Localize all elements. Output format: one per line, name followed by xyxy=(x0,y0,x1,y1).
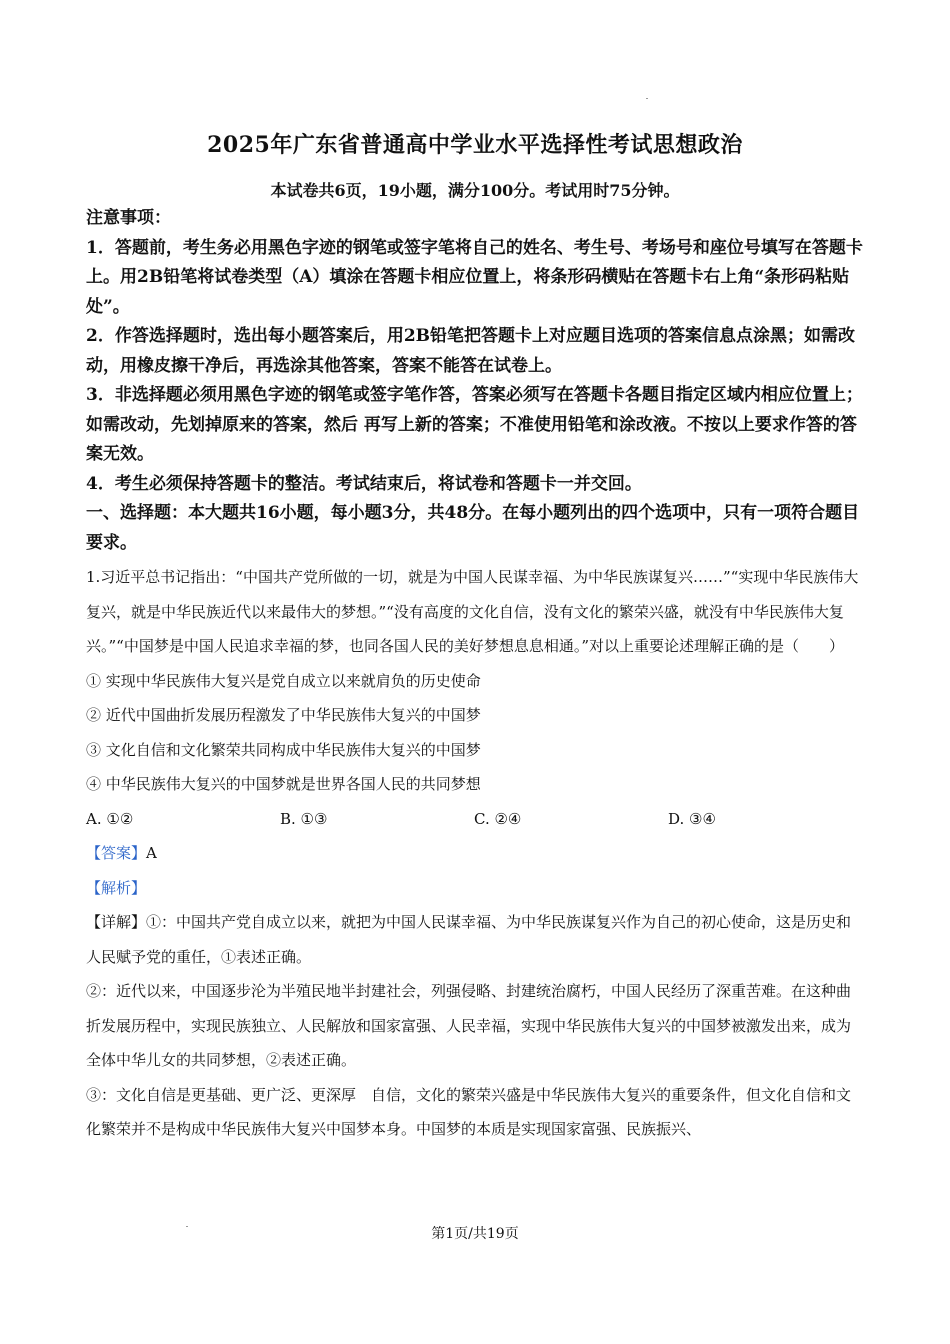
answer-tag: 【答案】 xyxy=(86,844,147,862)
answer-line xyxy=(86,836,864,871)
answer-value: A xyxy=(146,844,157,862)
question-stem: 1.习近平总书记指出：“中国共产党所做的一切，就是为中国人民谋幸福、为中华民族谋复兴……”“实现中华民族伟大复兴，就是中华民族近代以来最伟大的梦想。”“没有高度的文化自信，没有文化的繁荣兴盛，就没有中华民族伟大复兴。”“中国梦是中国人民追求幸福的梦，也同各国人民的美好梦想息息相通。”对以上重要论述理解正确的是（ ） xyxy=(86,568,859,655)
detail-paragraph: ②：近代以来，中国逐步沦为半殖民地半封建社会，列强侵略、封建统治腐朽，中国人民经历了深重苦难。在这种曲折发展历程中，实现民族独立、人民解放和国家富强、人民幸福，实现中华民族伟大复兴的中国梦被激发出来，成为全体中华儿女的共同梦想，②表述正确。 xyxy=(86,982,852,1069)
notice-item: 3．非选择题必须用黑色字迹的钢笔或签字笔作答，答案必须写在答题卡各题目指定区域内相应位置上；如需改动，先划掉原来的答案，然后 再写上新的答案；不准使用铅笔和涂改液。不按以上要求作答的答案无效。 xyxy=(86,385,863,464)
page-footer: 第1页/共19页 xyxy=(431,1226,519,1242)
page-title: 2025年广东省普通高中学业水平选择性考试思想政治 xyxy=(207,132,743,158)
answer-choices xyxy=(86,802,864,837)
choice-c: C. ②④ xyxy=(474,809,522,828)
notice-item: 4．考生必须保持答题卡的整洁。考试结束后，将试卷和答题卡一并交回。 xyxy=(86,473,642,494)
notice-item: 1．答题前，考生务必用黑色字迹的钢笔或签字笔将自己的姓名、考生号、考场号和座位号填写在答题卡上。用2B铅笔将试卷类型（A）填涂在答题卡相应位置上，将条形码横贴在答题卡右上角“条形码粘贴处”。 xyxy=(86,237,863,317)
choice-a: A. ①② xyxy=(86,809,134,828)
notice-heading: 注意事项： xyxy=(86,208,171,228)
choice-d: D. ③④ xyxy=(668,809,716,828)
statement-option: ① 实现中华民族伟大复兴是党自成立以来就肩负的历史使命 xyxy=(86,671,481,690)
statement-option: ④ 中华民族伟大复兴的中国梦就是世界各国人民的共同梦想 xyxy=(86,775,481,793)
detail-tag: 【详解】 xyxy=(86,913,147,931)
choice-b: B. ①③ xyxy=(280,809,328,828)
analysis-line xyxy=(86,871,864,906)
scan-speck xyxy=(646,98,648,99)
notice-item: 2．作答选择题时，选出每小题答案后，用2B铅笔把答题卡上对应题目选项的答案信息点涂黑；如需改动，用橡皮擦干净后，再选涂其他答案，答案不能答在试卷上。 xyxy=(86,326,856,376)
statement-option: ② 近代中国曲折发展历程激发了中华民族伟大复兴的中国梦 xyxy=(86,706,481,724)
statement-option: ③ 文化自信和文化繁荣共同构成中华民族伟大复兴的中国梦 xyxy=(86,740,481,759)
detail-text: ①：中国共产党自成立以来，就把为中国人民谋幸福、为中华民族谋复兴作为自己的初心使命，这是历史和人民赋予党的重任，①表述正确。 xyxy=(86,913,852,966)
section-heading: 一、选择题：本大题共16小题，每小题3分，共48分。在每小题列出的四个选项中，只有一项符合题目要求。 xyxy=(86,503,860,553)
analysis-tag: 【解析】 xyxy=(86,878,147,897)
detail-paragraph: ③：文化自信是更基础、更广泛、更深厚 自信，文化的繁荣兴盛是中华民族伟大复兴的重要条件，但文化自信和文化繁荣并不是构成中华民族伟大复兴中国梦本身。中国梦的本质是实现国家富强、民族振兴、 xyxy=(86,1085,852,1138)
question-1 xyxy=(86,560,864,836)
notice-block xyxy=(86,204,864,499)
exam-subtitle: 本试卷共6页，19小题，满分100分。考试用时75分钟。 xyxy=(270,181,680,200)
detail-paragraph xyxy=(86,905,864,974)
